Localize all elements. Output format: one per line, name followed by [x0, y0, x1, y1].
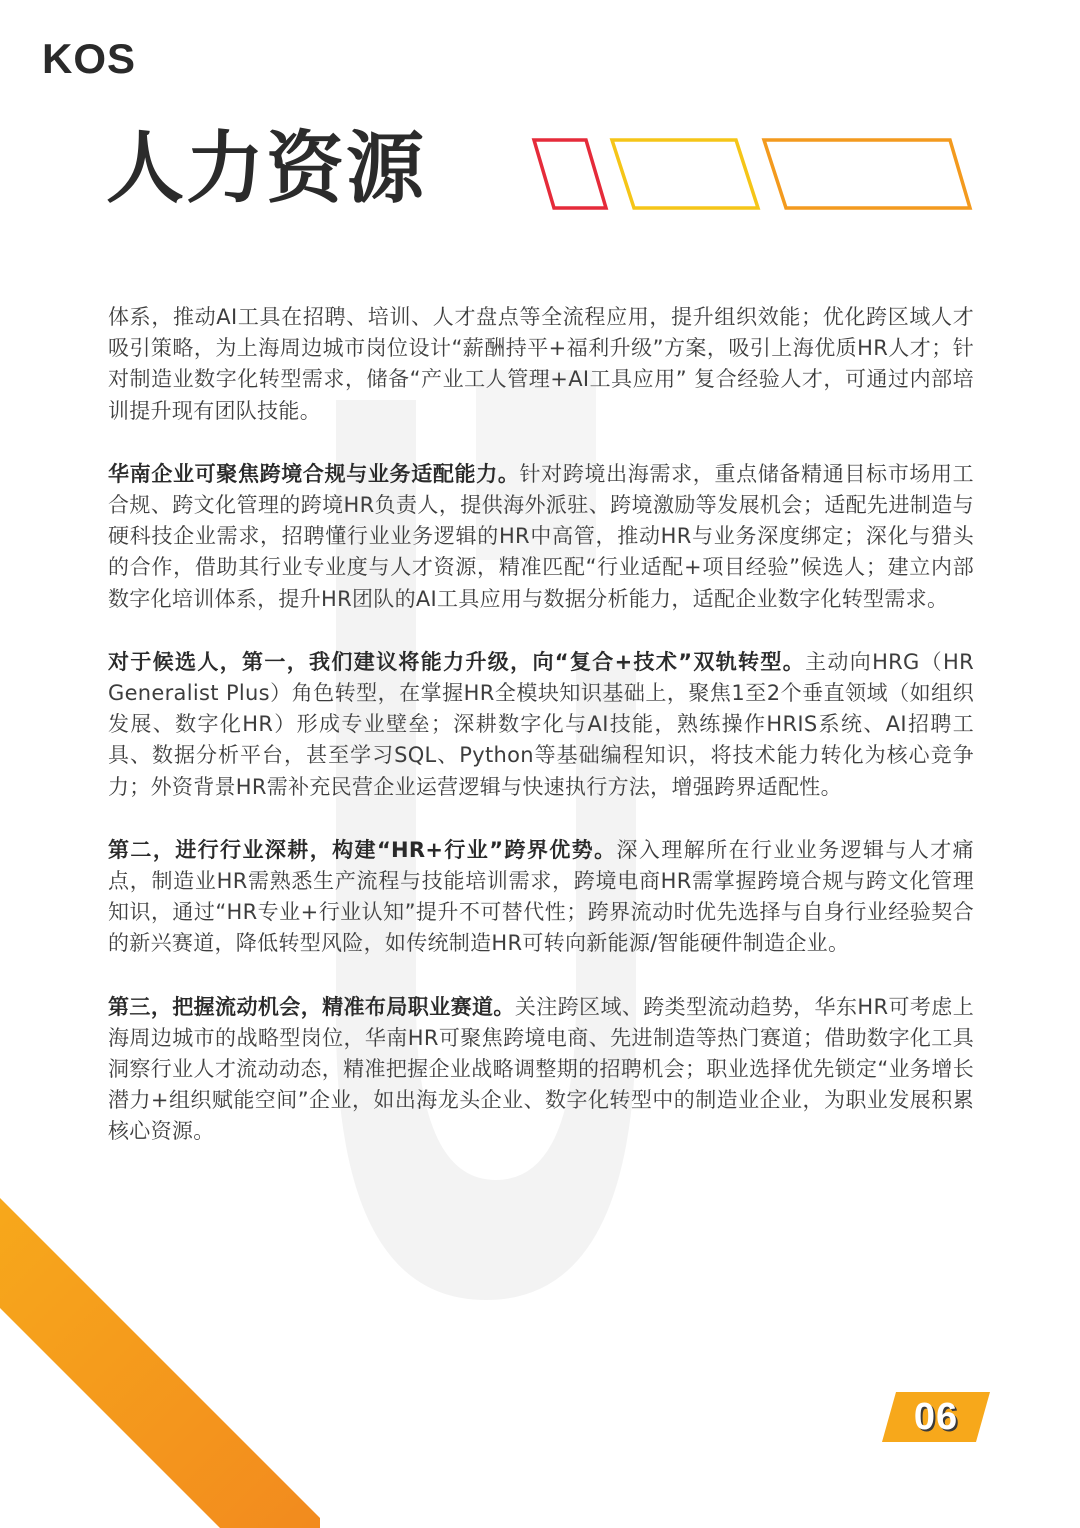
paragraph-text: 体系，推动AI工具在招聘、培训、人才盘点等全流程应用，提升组织效能；优化跨区域人才吸引策略，为上海周边城市岗位设计“薪酬持平+福利升级”方案，吸引上海优质HR人才；针对制造业数字化转型需求，储备“产业工人管理+AI工具应用” 复合经验人才，可通过内部培训提升现有团队技能。 — [108, 305, 974, 423]
page-title: 人力资源 — [106, 124, 427, 214]
paragraph-4 — [108, 835, 974, 960]
yellow-parallelogram — [612, 140, 758, 208]
paragraph-text: 针对跨境出海需求，重点储备精通目标市场用工合规、跨文化管理的跨境HR负责人，提供海外派驻、跨境激励等发展机会；适配先进制造与硬科技企业需求，招聘懂行业业务逻辑的HR中高管，推动HR与业务深度绑定；深化与猎头的合作，借助其行业专业度与人才资源，精准匹配“行业适配+项目经验”候选人；建立内部数字化培训体系，提升HR团队的AI工具应用与数据分析能力，适配企业数字化转型需求。 — [108, 461, 974, 611]
paragraph-lead: 华南企业可聚焦跨境合规与业务适配能力。 — [108, 461, 520, 486]
paragraph-text: 关注跨区域、跨类型流动趋势，华东HR可考虑上海周边城市的战略型岗位，华南HR可聚焦跨境电商、先进制造等热门赛道；借助数字化工具洞察行业人才流动动态，精准把握企业战略调整期的招聘机会；职业选择优先锁定“业务增长潜力+组织赋能空间”企业，如出海龙头企业、数字化转型中的制造业企业，为职业发展积累核心资源。 — [108, 994, 975, 1144]
decorative-parallelograms — [530, 136, 976, 212]
kos-logo: KOS — [42, 35, 137, 82]
page-number: 06 — [913, 1396, 959, 1438]
paragraph-2 — [108, 459, 974, 615]
paragraph-lead: 第三，把握流动机会，精准布局职业赛道。 — [108, 994, 515, 1019]
paragraph-1 — [108, 302, 974, 427]
red-parallelogram — [534, 140, 606, 208]
article-body — [108, 302, 974, 1180]
paragraph-lead: 第二，进行行业深耕，构建“HR+行业”跨界优势。 — [108, 837, 617, 862]
paragraph-3 — [108, 647, 974, 803]
paragraph-text: 主动向HRG（HR Generalist Plus）角色转型，在掌握HR全模块知识基础上，聚焦1至2个垂直领域（如组织发展、数字化HR）形成专业壁垒；深耕数字化与AI技能，熟练操作HRIS系统、AI招聘工具、数据分析平台，甚至学习SQL、Python等基础编程知识，将技术能力转化为核心竞争力；外资背景HR需补充民营企业运营逻辑与快速执行方法，增强跨界适配性。 — [108, 649, 974, 799]
paragraph-text: 深入理解所在行业业务逻辑与人才痛点，制造业HR需熟悉生产流程与技能培训需求，跨境电商HR需掌握跨境合规与跨文化管理知识，通过“HR专业+行业认知”提升不可替代性；跨界流动时优先选择与自身行业经验契合的新兴赛道，降低转型风险，如传统制造HR可转向新能源/智能硬件制造企业。 — [108, 837, 974, 956]
paragraph-5 — [108, 992, 974, 1148]
paragraph-lead: 对于候选人，第一，我们建议将能力升级，向“复合+技术”双轨转型。 — [108, 649, 806, 674]
corner-stripe — [0, 1198, 320, 1528]
orange-parallelogram — [764, 140, 970, 208]
